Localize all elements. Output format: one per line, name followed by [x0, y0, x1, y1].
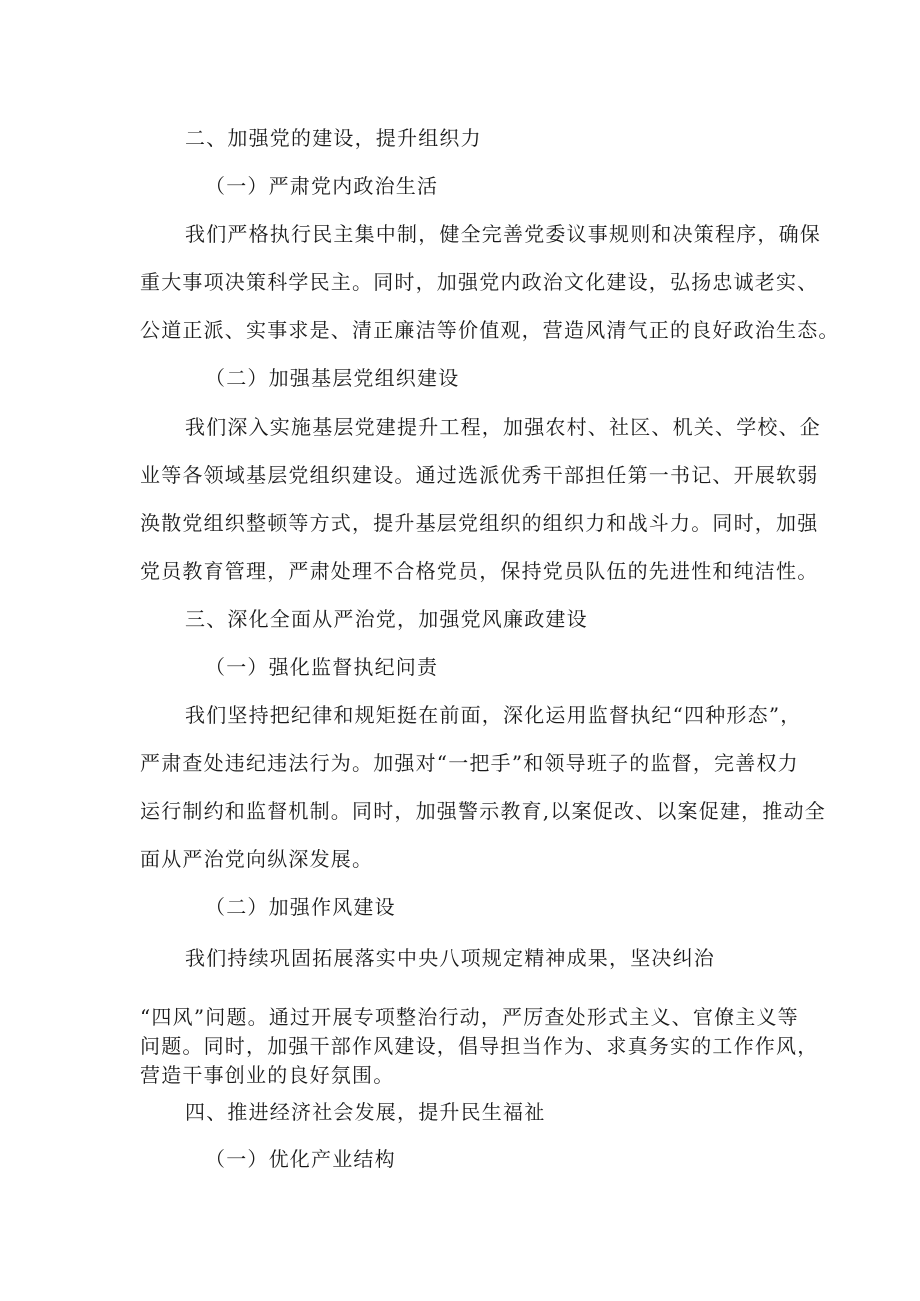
subsection-heading-4-1: （一）优化产业结构	[205, 1147, 396, 1171]
paragraph-line: 涣散党组织整顿等方式，提升基层党组织的组织力和战斗力。同时，加强	[140, 511, 819, 535]
paragraph-line: 公道正派、实事求是、清正廉洁等价值观，营造风清气正的良好政治生态。	[140, 318, 840, 342]
subsection-heading-3-2: （二）加强作风建设	[205, 895, 396, 919]
paragraph-line: 面从严治党向纵深发展。	[140, 847, 374, 871]
section-heading-4: 四、推进经济社会发展，提升民生福祉	[185, 1100, 546, 1124]
paragraph-line: 运行制约和监督机制。同时，加强警示教育,以案促改、以案促建，推动全	[140, 799, 826, 823]
paragraph-line: 我们坚持把纪律和规矩挺在前面，深化运用监督执纪“四种形态”，	[185, 703, 802, 727]
paragraph-line: 党员教育管理，严肃处理不合格党员，保持党员队伍的先进性和纯洁性。	[140, 559, 819, 583]
paragraph-line: 业等各领域基层党组织建设。通过选派优秀干部担任第一书记、开展软弱	[140, 463, 819, 487]
paragraph-line: 我们持续巩固拓展落实中央八项规定精神成果，坚决纠治	[185, 946, 715, 970]
paragraph-line: 我们深入实施基层党建提升工程，加强农村、社区、机关、学校、企	[185, 415, 821, 439]
paragraph-line: 我们严格执行民主集中制，健全完善党委议事规则和决策程序，确保	[185, 222, 821, 246]
paragraph-line: “四风”问题。通过开展专项整治行动，严厉查处形式主义、官僚主义等	[140, 1005, 799, 1029]
paragraph-line: 营造干事创业的良好氛围。	[140, 1063, 395, 1087]
subsection-heading-3-1: （一）强化监督执纪问责	[205, 655, 439, 679]
section-heading-2: 二、加强党的建设，提升组织力	[185, 126, 482, 150]
paragraph-line: 严肃查处违纪违法行为。加强对“一把手”和领导班子的监督，完善权力	[140, 751, 799, 775]
section-heading-3: 三、深化全面从严治党，加强党风廉政建设	[185, 607, 588, 631]
paragraph-line: 问题。同时，加强干部作风建设，倡导担当作为、求真务实的工作作风，	[140, 1034, 819, 1058]
subsection-heading-2-1: （一）严肃党内政治生活	[205, 174, 439, 198]
paragraph-line: 重大事项决策科学民主。同时，加强党内政治文化建设，弘扬忠诚老实、	[140, 270, 819, 294]
subsection-heading-2-2: （二）加强基层党组织建设	[205, 366, 460, 390]
